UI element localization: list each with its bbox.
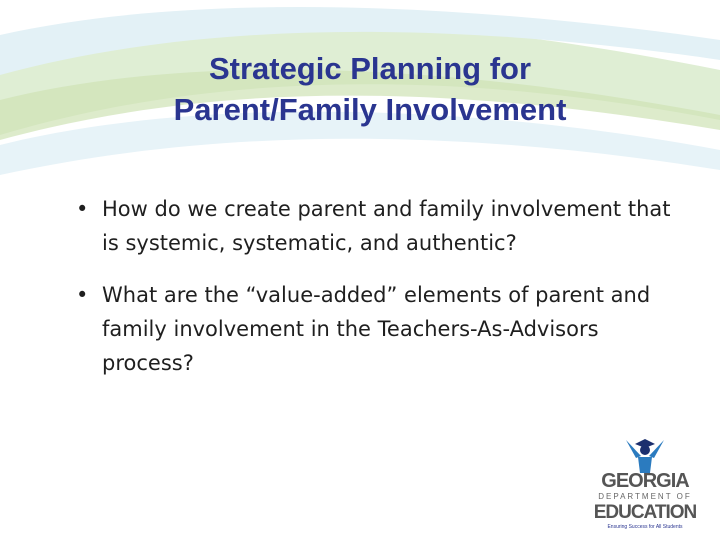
bullet-dot: • <box>76 283 89 307</box>
logo-georgia-text: GEORGIA <box>601 470 689 492</box>
title-line-1: Strategic Planning for <box>208 51 532 86</box>
bullet-list <box>76 192 676 398</box>
bullet-item <box>76 278 676 380</box>
logo-tagline: Ensuring Success for All Students <box>607 524 683 530</box>
bullet-item <box>76 192 676 260</box>
bullet-dot: • <box>76 197 89 221</box>
georgia-doe-logo <box>580 436 710 531</box>
logo-department-text: DEPARTMENT OF <box>598 492 692 501</box>
logo-education-text: EDUCATION <box>593 502 697 523</box>
slide-title <box>40 48 700 130</box>
bullet-text: How do we create parent and family involvement that is systemic, systematic, and authentic? <box>102 197 671 255</box>
title-line-2: Parent/Family Involvement <box>173 92 567 127</box>
bullet-text: What are the “value-added” elements of parent and family involvement in the Teachers-As-Advisors process? <box>102 283 651 375</box>
graduate-figure-icon <box>610 436 680 474</box>
